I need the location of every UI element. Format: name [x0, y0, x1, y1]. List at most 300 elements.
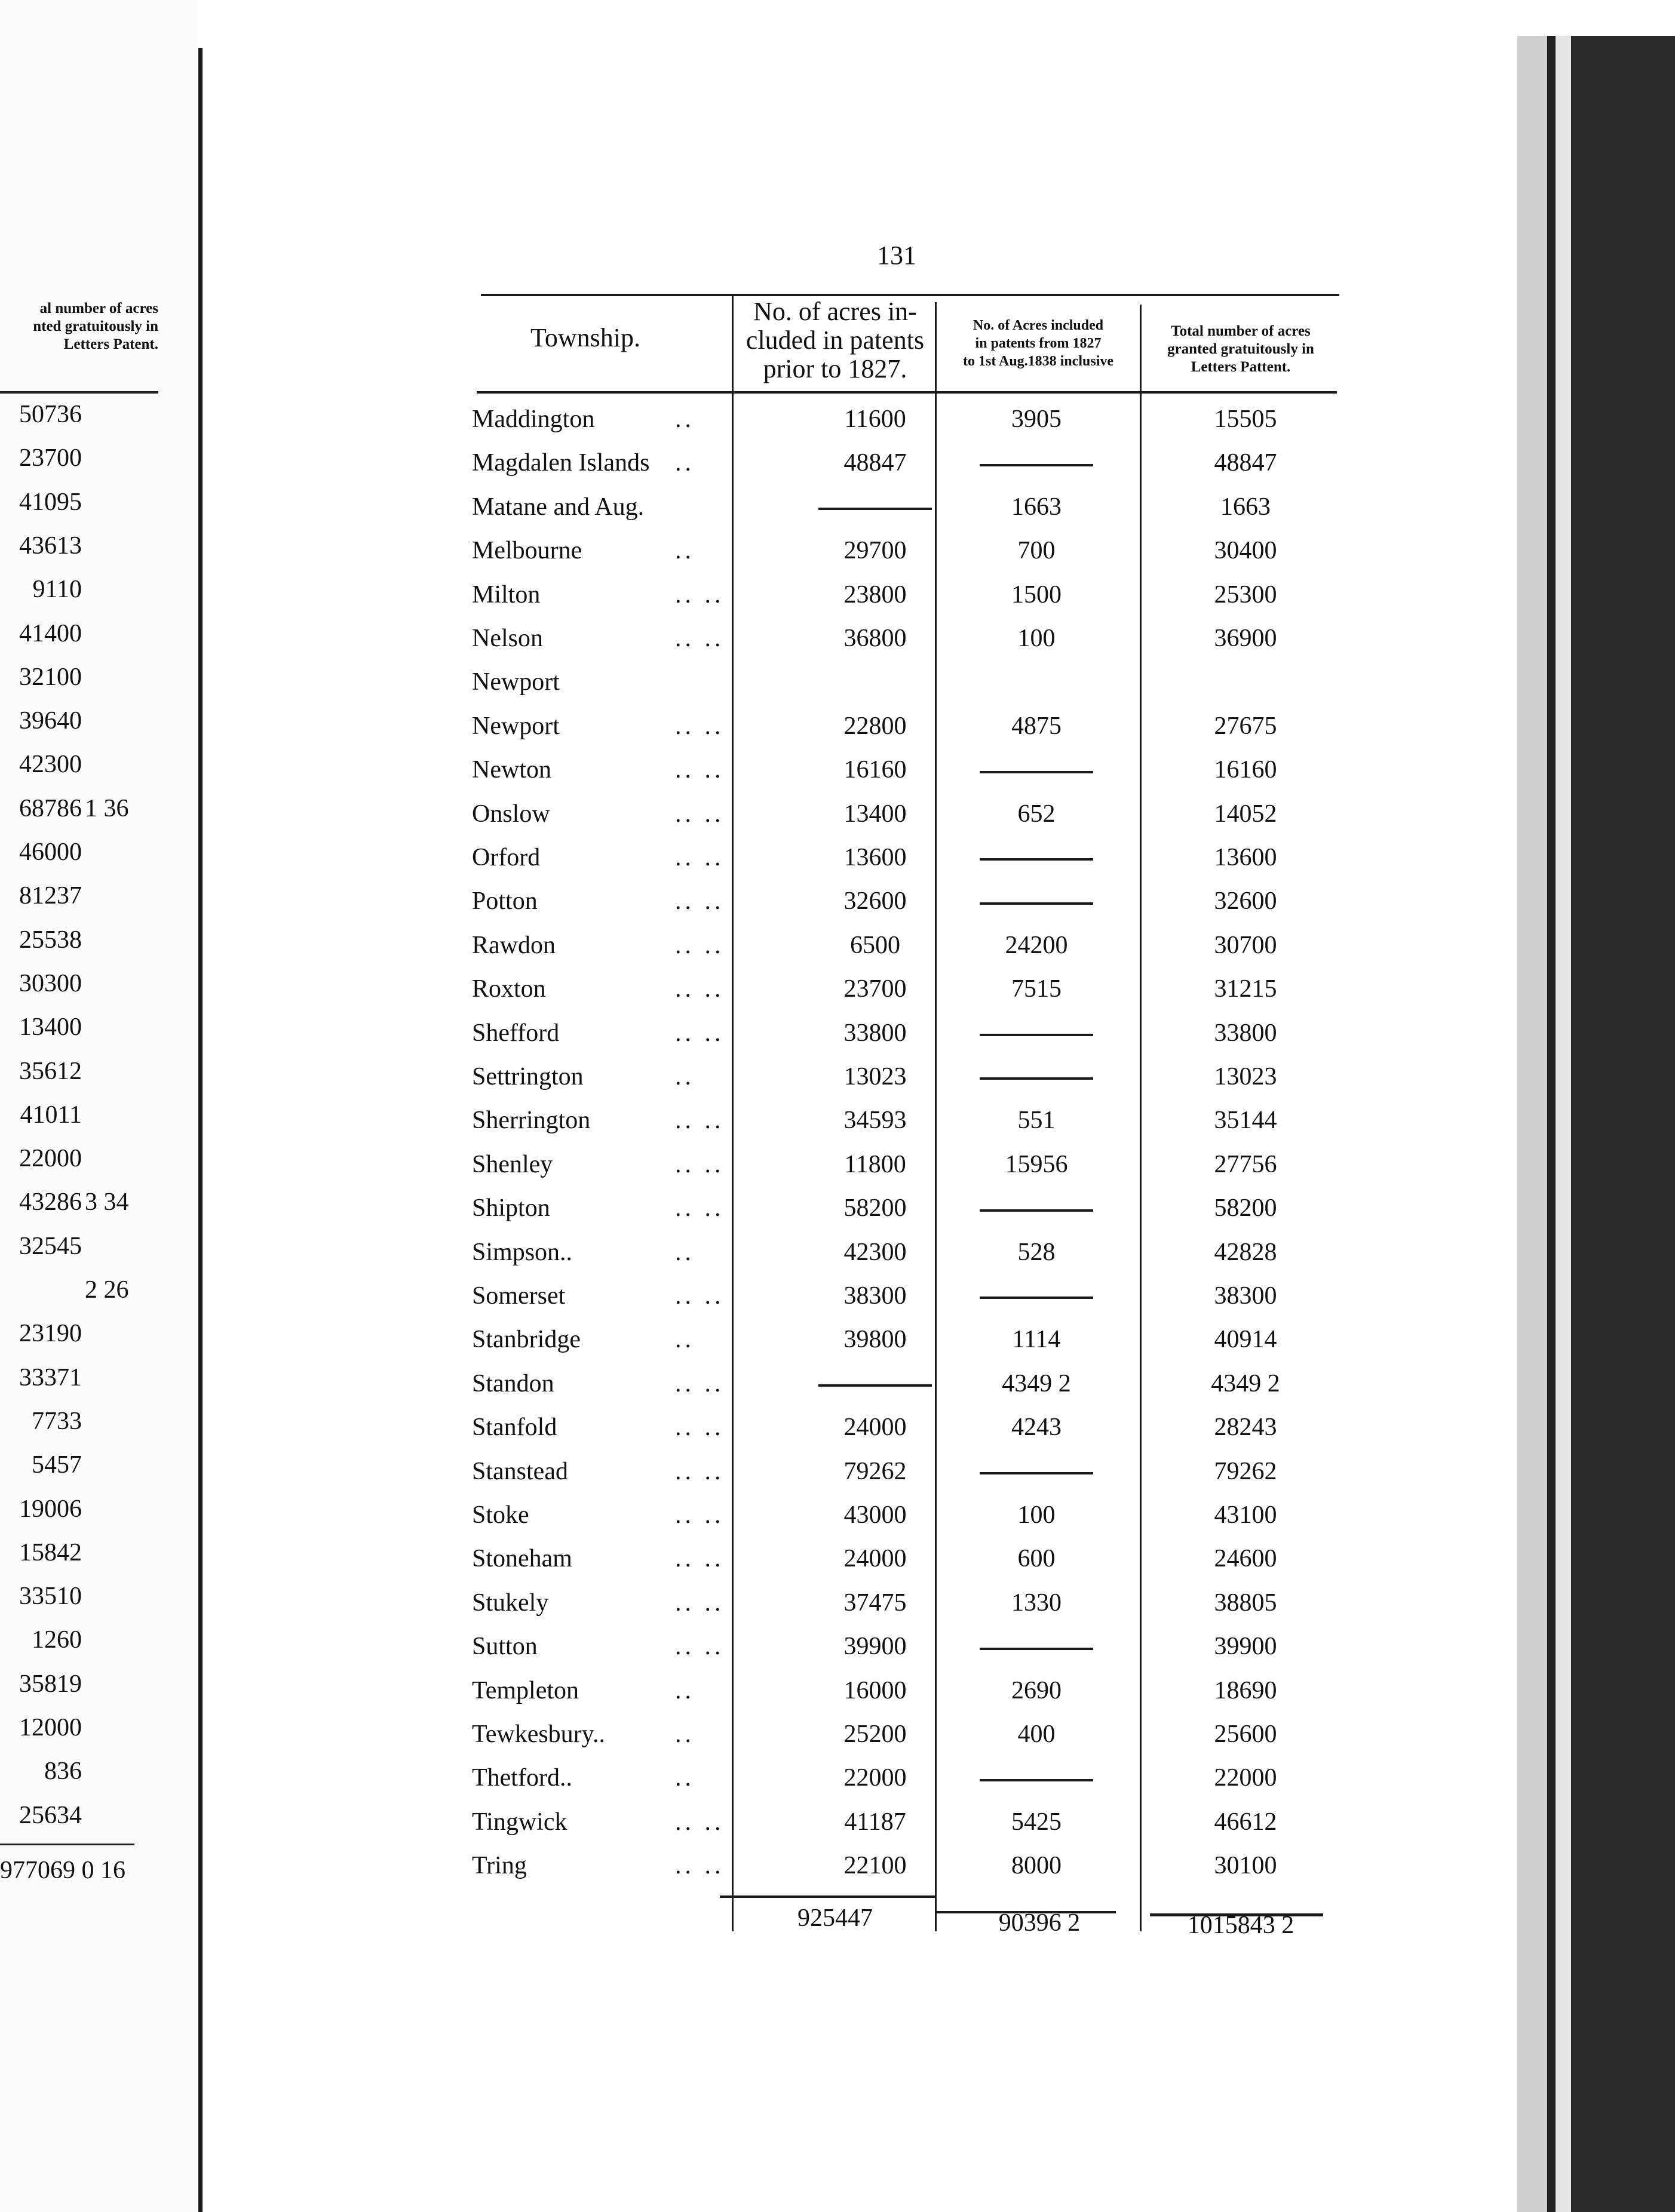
table-row	[454, 1019, 1350, 1061]
cell-from-1827-1838	[938, 1194, 1135, 1222]
left-row	[0, 838, 197, 874]
cell-prior-1827: 23700	[843, 975, 907, 1003]
cell-prior-1827: 33800	[843, 1019, 907, 1047]
leader-dots: .. ..	[675, 625, 725, 652]
table-row	[454, 931, 1350, 973]
leader-dots: .. ..	[675, 1150, 725, 1178]
cell-prior-1827: 16160	[843, 756, 907, 784]
cell-total: 25300	[1214, 580, 1277, 609]
cell-prior-1827: 16000	[843, 1676, 907, 1704]
empty-dash	[980, 464, 1093, 466]
cell-total: 30100	[1214, 1852, 1277, 1880]
leader-dots: ..	[675, 1676, 695, 1704]
left-row-value: 35819	[19, 1670, 82, 1698]
leader-dots: .. ..	[675, 756, 725, 784]
left-row-value: 33510	[19, 1583, 82, 1611]
cell-total: 36900	[1214, 625, 1277, 652]
cell-from-1827-1838: 100	[1017, 1501, 1056, 1529]
page-edge-shadow	[1556, 36, 1571, 2212]
left-row-value: 9110	[32, 576, 82, 604]
township-name: Orford	[472, 844, 541, 871]
cell-total: 58200	[1214, 1194, 1277, 1222]
table-row	[454, 800, 1350, 841]
township-name: Tewkesbury..	[472, 1721, 605, 1748]
township-name: Tingwick	[472, 1808, 567, 1836]
cell-prior-1827: 38300	[843, 1282, 907, 1310]
cell-total: 25600	[1214, 1721, 1277, 1748]
total-grand: 1015843 2	[1187, 1912, 1294, 1939]
township-name: Simpson..	[472, 1238, 573, 1266]
township-name: Thetford..	[472, 1764, 572, 1792]
left-row	[0, 444, 197, 480]
cell-from-1827-1838: 5425	[1011, 1808, 1062, 1836]
leader-dots: ..	[675, 405, 695, 433]
cell-from-1827-1838	[938, 1019, 1135, 1047]
cell-from-1827-1838: 100	[1017, 625, 1056, 652]
table-row	[454, 1413, 1350, 1455]
cell-prior-1827: 48847	[843, 449, 907, 477]
leader-dots: ..	[675, 1326, 695, 1354]
cell-from-1827-1838: 4349 2	[1002, 1369, 1071, 1397]
cell-total: 30700	[1214, 931, 1277, 959]
left-row-value: 23190	[19, 1320, 82, 1348]
table-row	[454, 448, 1350, 490]
table-row	[454, 624, 1350, 666]
cell-total: 43100	[1214, 1501, 1277, 1529]
table-row	[454, 712, 1350, 754]
table-row	[454, 1150, 1350, 1192]
table-row	[454, 405, 1350, 447]
table-row	[454, 1501, 1350, 1543]
left-row-value: 1260	[32, 1626, 82, 1654]
left-header-line: al number of acres	[39, 300, 158, 317]
left-row-value: 13400	[19, 1013, 82, 1042]
left-row-value: 41400	[19, 619, 82, 647]
cell-total: 28243	[1214, 1414, 1277, 1442]
left-page-fragment	[0, 0, 197, 2212]
table-row	[454, 1194, 1350, 1236]
header-prior-1827	[734, 297, 937, 383]
header-line: to 1st Aug.1838 inclusive	[962, 354, 1114, 369]
cell-total: 46612	[1214, 1808, 1277, 1836]
cell-total: 40914	[1214, 1326, 1277, 1354]
table-row	[454, 536, 1350, 578]
empty-dash	[980, 902, 1093, 905]
leader-dots: .. ..	[675, 931, 725, 959]
left-total-row	[0, 1856, 197, 1892]
cell-from-1827-1838	[938, 887, 1135, 915]
leader-dots: .. ..	[675, 1369, 725, 1397]
township-name: Nelson	[472, 625, 543, 652]
cell-prior-1827: 22800	[843, 712, 907, 740]
page-edge-line	[1547, 36, 1556, 2212]
header-township: Township.	[530, 323, 640, 352]
left-row-extra: 1 36	[85, 794, 129, 822]
cell-prior-1827: 13600	[843, 844, 907, 871]
empty-dash	[980, 1034, 1093, 1036]
township-name: Roxton	[472, 975, 546, 1003]
header-line: Total number of acres	[1171, 323, 1311, 339]
township-name: Sutton	[472, 1633, 538, 1661]
leader-dots: ..	[675, 1721, 695, 1748]
township-name: Maddington	[472, 405, 595, 433]
left-row-value: 81237	[19, 882, 82, 910]
leader-dots: .. ..	[675, 1852, 725, 1880]
cell-total: 27756	[1214, 1150, 1277, 1178]
total-1827-1838: 90396 2	[998, 1909, 1081, 1937]
cell-prior-1827: 13023	[843, 1063, 907, 1090]
table-row	[454, 1632, 1350, 1674]
cell-total: 39900	[1214, 1633, 1277, 1661]
page-gutter-rule	[198, 48, 203, 2212]
cell-total: 42828	[1214, 1238, 1277, 1266]
left-row-value: 30300	[19, 969, 82, 997]
left-row	[0, 1495, 197, 1531]
left-row	[0, 926, 197, 961]
table-row	[454, 1325, 1350, 1367]
cell-total: 30400	[1214, 537, 1277, 565]
left-row	[0, 1188, 197, 1224]
table-row	[454, 1457, 1350, 1499]
left-row	[0, 400, 197, 436]
empty-dash	[818, 508, 932, 510]
left-row-value: 5457	[32, 1451, 82, 1479]
table-row	[454, 580, 1350, 622]
township-name: Sherrington	[472, 1107, 591, 1135]
cell-from-1827-1838: 528	[1017, 1238, 1056, 1266]
leader-dots: .. ..	[675, 1589, 725, 1617]
cell-prior-1827: 79262	[843, 1457, 907, 1485]
left-row	[0, 575, 197, 611]
township-name: Rawdon	[472, 931, 556, 959]
township-name: Matane and Aug.	[472, 493, 645, 521]
cell-prior-1827: 22100	[843, 1852, 907, 1880]
cell-total: 13023	[1214, 1063, 1277, 1090]
left-row-value: 19006	[19, 1495, 82, 1523]
left-header-rule	[0, 391, 158, 394]
left-row	[0, 1582, 197, 1618]
left-row-value: 43613	[19, 532, 82, 560]
left-row-value: 41011	[20, 1101, 82, 1129]
cell-from-1827-1838: 551	[1017, 1107, 1056, 1135]
table-row	[454, 1106, 1350, 1148]
cell-prior-1827: 29700	[843, 537, 907, 565]
left-row	[0, 1713, 197, 1749]
township-name: Somerset	[472, 1282, 566, 1310]
left-row-value: 836	[44, 1758, 82, 1786]
leader-dots: .. ..	[675, 580, 725, 609]
left-row-value: 50736	[19, 401, 82, 428]
cell-from-1827-1838: 24200	[1005, 931, 1068, 959]
left-header-line: nted gratuitously in	[33, 318, 158, 334]
township-name: Stanfold	[472, 1414, 557, 1442]
header-line: in patents from 1827	[975, 336, 1102, 351]
left-row	[0, 1057, 197, 1093]
cell-prior-1827: 36800	[843, 625, 907, 652]
empty-dash	[980, 1209, 1093, 1212]
left-row-value: 22000	[19, 1145, 82, 1173]
header-bottom-rule	[477, 391, 1337, 394]
cell-total: 38300	[1214, 1282, 1277, 1310]
table-row	[454, 1851, 1350, 1893]
header-line: Letters Pattent.	[1191, 359, 1291, 375]
cell-prior-1827: 23800	[843, 580, 907, 609]
township-name: Stanstead	[472, 1457, 568, 1485]
empty-dash	[980, 1472, 1093, 1474]
cell-from-1827-1838: 400	[1017, 1721, 1056, 1748]
left-column-header	[0, 300, 158, 354]
cell-prior-1827: 39800	[843, 1326, 907, 1354]
cell-prior-1827: 11600	[844, 405, 906, 433]
page-number: 131	[877, 241, 916, 270]
left-row-value: 42300	[19, 751, 82, 779]
cell-from-1827-1838: 7515	[1011, 975, 1062, 1003]
left-row	[0, 1538, 197, 1574]
cell-total: 79262	[1214, 1457, 1277, 1485]
empty-dash	[980, 1077, 1093, 1080]
cell-prior-1827: 41187	[844, 1808, 906, 1836]
left-row	[0, 1276, 197, 1311]
leader-dots: .. ..	[675, 1107, 725, 1135]
leader-dots: ..	[675, 1764, 695, 1792]
left-row	[0, 1451, 197, 1486]
cell-from-1827-1838	[938, 448, 1135, 477]
leader-dots: ..	[675, 537, 695, 565]
cell-from-1827-1838	[938, 755, 1135, 784]
cell-from-1827-1838	[938, 1632, 1135, 1661]
left-row-value: 32100	[19, 663, 82, 691]
left-row	[0, 1407, 197, 1443]
cell-from-1827-1838	[938, 1282, 1135, 1310]
table-row	[454, 1369, 1350, 1411]
township-name: Stoneham	[472, 1545, 572, 1573]
township-name: Stukely	[472, 1589, 549, 1617]
left-row-value: 41095	[19, 488, 82, 516]
table-row	[454, 755, 1350, 797]
township-name: Settrington	[472, 1063, 584, 1090]
cell-from-1827-1838: 1500	[1011, 580, 1062, 609]
cell-prior-1827: 39900	[843, 1633, 907, 1661]
left-row	[0, 1670, 197, 1706]
leader-dots: .. ..	[675, 800, 725, 828]
empty-dash	[980, 1648, 1093, 1650]
table-row	[454, 493, 1350, 534]
table-row	[454, 1282, 1350, 1323]
cell-from-1827-1838	[938, 1062, 1135, 1091]
left-row	[0, 1232, 197, 1268]
township-name: Milton	[472, 580, 541, 609]
cell-from-1827-1838: 700	[1017, 537, 1056, 565]
leader-dots: .. ..	[675, 887, 725, 915]
left-row	[0, 663, 197, 699]
left-row-value: 23700	[19, 444, 82, 472]
left-row-value: 15842	[19, 1538, 82, 1566]
total-rule-1	[720, 1895, 935, 1898]
total-prior-1827: 925447	[797, 1904, 873, 1932]
left-row	[0, 1101, 197, 1136]
left-row	[0, 881, 197, 917]
left-row-value: 46000	[19, 838, 82, 866]
cell-from-1827-1838: 8000	[1011, 1852, 1062, 1880]
leader-dots: .. ..	[675, 1545, 725, 1573]
cell-prior-1827: 6500	[850, 931, 900, 959]
leader-dots: .. ..	[675, 1457, 725, 1485]
header-line: No. of Acres included	[973, 318, 1104, 333]
table-row	[454, 975, 1350, 1016]
table-row	[454, 1676, 1350, 1718]
left-row-value: 12000	[19, 1714, 82, 1741]
left-row	[0, 1319, 197, 1355]
table-row	[454, 1544, 1350, 1586]
township-name: Tring	[472, 1852, 527, 1880]
cell-prior-1827: 43000	[843, 1501, 907, 1529]
left-row	[0, 794, 197, 830]
cell-total: 38805	[1214, 1589, 1277, 1617]
left-total: 977069 0 16	[0, 1857, 125, 1884]
cell-total: 14052	[1214, 800, 1277, 828]
leader-dots: .. ..	[675, 975, 725, 1003]
left-row	[0, 1801, 197, 1837]
township-name: Templeton	[472, 1676, 579, 1704]
cell-from-1827-1838: 15956	[1005, 1150, 1068, 1178]
empty-dash	[818, 1384, 932, 1387]
cell-prior-1827: 24000	[843, 1414, 907, 1442]
table-row	[454, 887, 1350, 929]
cell-prior-1827: 24000	[843, 1545, 907, 1573]
cell-prior-1827: 25200	[843, 1721, 907, 1748]
cell-from-1827-1838: 1663	[1011, 493, 1062, 521]
cell-prior-1827: 37475	[843, 1589, 907, 1617]
table-row	[454, 1808, 1350, 1850]
cell-from-1827-1838: 652	[1017, 800, 1056, 828]
table-row	[454, 1062, 1350, 1104]
left-row	[0, 619, 197, 655]
township-name: Shefford	[472, 1019, 560, 1047]
table-row	[454, 1589, 1350, 1630]
page-edge-shadow	[1517, 36, 1547, 2212]
cell-from-1827-1838	[938, 843, 1135, 872]
left-row	[0, 706, 197, 742]
leader-dots: .. ..	[675, 1501, 725, 1529]
cell-prior-1827: 42300	[843, 1238, 907, 1266]
cell-prior-1827: 11800	[844, 1150, 906, 1178]
left-row-value: 35612	[19, 1057, 82, 1085]
left-row	[0, 1757, 197, 1793]
cell-total: 15505	[1214, 405, 1277, 433]
township-name: Onslow	[472, 800, 550, 828]
left-header-line: Letters Patent.	[63, 336, 158, 352]
cell-from-1827-1838: 1114	[1012, 1326, 1061, 1354]
left-row-value: 32545	[19, 1232, 82, 1260]
cell-total: 32600	[1214, 887, 1277, 915]
left-row	[0, 1144, 197, 1180]
cell-total: 27675	[1214, 712, 1277, 740]
left-row-value: 68786	[19, 794, 82, 822]
township-name: Melbourne	[472, 537, 582, 565]
table-row	[454, 668, 1350, 709]
cell-from-1827-1838	[938, 1457, 1135, 1486]
left-row-value: 7733	[32, 1407, 82, 1435]
leader-dots: .. ..	[675, 844, 725, 871]
left-row	[0, 1363, 197, 1399]
left-row-value: 25634	[19, 1801, 82, 1829]
empty-dash	[980, 771, 1093, 773]
cell-prior-1827	[789, 1369, 962, 1398]
cell-total: 13600	[1214, 844, 1277, 871]
book-binding-edge	[1571, 36, 1675, 2212]
left-row	[0, 1013, 197, 1049]
cell-total: 33800	[1214, 1019, 1277, 1047]
leader-dots: .. ..	[675, 1808, 725, 1836]
cell-from-1827-1838: 4875	[1011, 712, 1062, 740]
cell-from-1827-1838: 600	[1017, 1545, 1056, 1573]
leader-dots: .. ..	[675, 1019, 725, 1047]
cell-from-1827-1838: 2690	[1011, 1676, 1062, 1704]
township-name: Newton	[472, 756, 551, 784]
left-row	[0, 969, 197, 1005]
empty-dash	[980, 1779, 1093, 1781]
township-name: Stoke	[472, 1501, 529, 1529]
cell-total: 16160	[1214, 756, 1277, 784]
left-row-value: 39640	[19, 707, 82, 735]
leader-dots: ..	[675, 1063, 695, 1090]
cell-from-1827-1838: 3905	[1011, 405, 1062, 433]
empty-dash	[980, 1297, 1093, 1299]
left-row-value: 43286	[19, 1188, 82, 1216]
left-row-extra: 3 34	[85, 1188, 129, 1216]
cell-prior-1827: 34593	[843, 1107, 907, 1135]
cell-prior-1827: 22000	[843, 1764, 907, 1792]
header-line: No. of acres in-	[753, 297, 917, 326]
table-row	[454, 1720, 1350, 1762]
leader-dots: .. ..	[675, 1414, 725, 1442]
header-total	[1142, 322, 1339, 376]
left-row	[0, 488, 197, 524]
cell-total: 22000	[1214, 1764, 1277, 1792]
leader-dots: .. ..	[675, 712, 725, 740]
left-row-extra: 2 26	[85, 1276, 129, 1304]
table-row	[454, 1764, 1350, 1805]
cell-prior-1827	[789, 493, 962, 521]
township-name: Shipton	[472, 1194, 550, 1222]
left-row	[0, 1626, 197, 1661]
cell-total: 1663	[1220, 493, 1271, 521]
township-name: Newport	[472, 668, 560, 696]
header-line: prior to 1827.	[763, 354, 907, 383]
table-row	[454, 1238, 1350, 1280]
cell-total: 24600	[1214, 1545, 1277, 1573]
township-name: Potton	[472, 887, 538, 915]
township-name: Magdalen Islands	[472, 449, 650, 477]
leader-dots: .. ..	[675, 1633, 725, 1661]
left-row-value: 33371	[19, 1363, 82, 1391]
cell-from-1827-1838: 4243	[1011, 1414, 1062, 1442]
left-row	[0, 532, 197, 567]
cell-prior-1827: 58200	[843, 1194, 907, 1222]
cell-total: 4349 2	[1211, 1369, 1280, 1397]
header-top-rule	[481, 294, 1339, 296]
cell-from-1827-1838	[938, 1764, 1135, 1792]
cell-prior-1827: 32600	[843, 887, 907, 915]
leader-dots: .. ..	[675, 1282, 725, 1310]
leader-dots: .. ..	[675, 1194, 725, 1222]
township-name: Standon	[472, 1369, 554, 1397]
header-line: cluded in patents	[746, 325, 925, 355]
left-total-rule	[0, 1844, 134, 1845]
township-name: Stanbridge	[472, 1326, 581, 1354]
cell-prior-1827: 13400	[843, 800, 907, 828]
header-1827-1838	[937, 317, 1140, 370]
